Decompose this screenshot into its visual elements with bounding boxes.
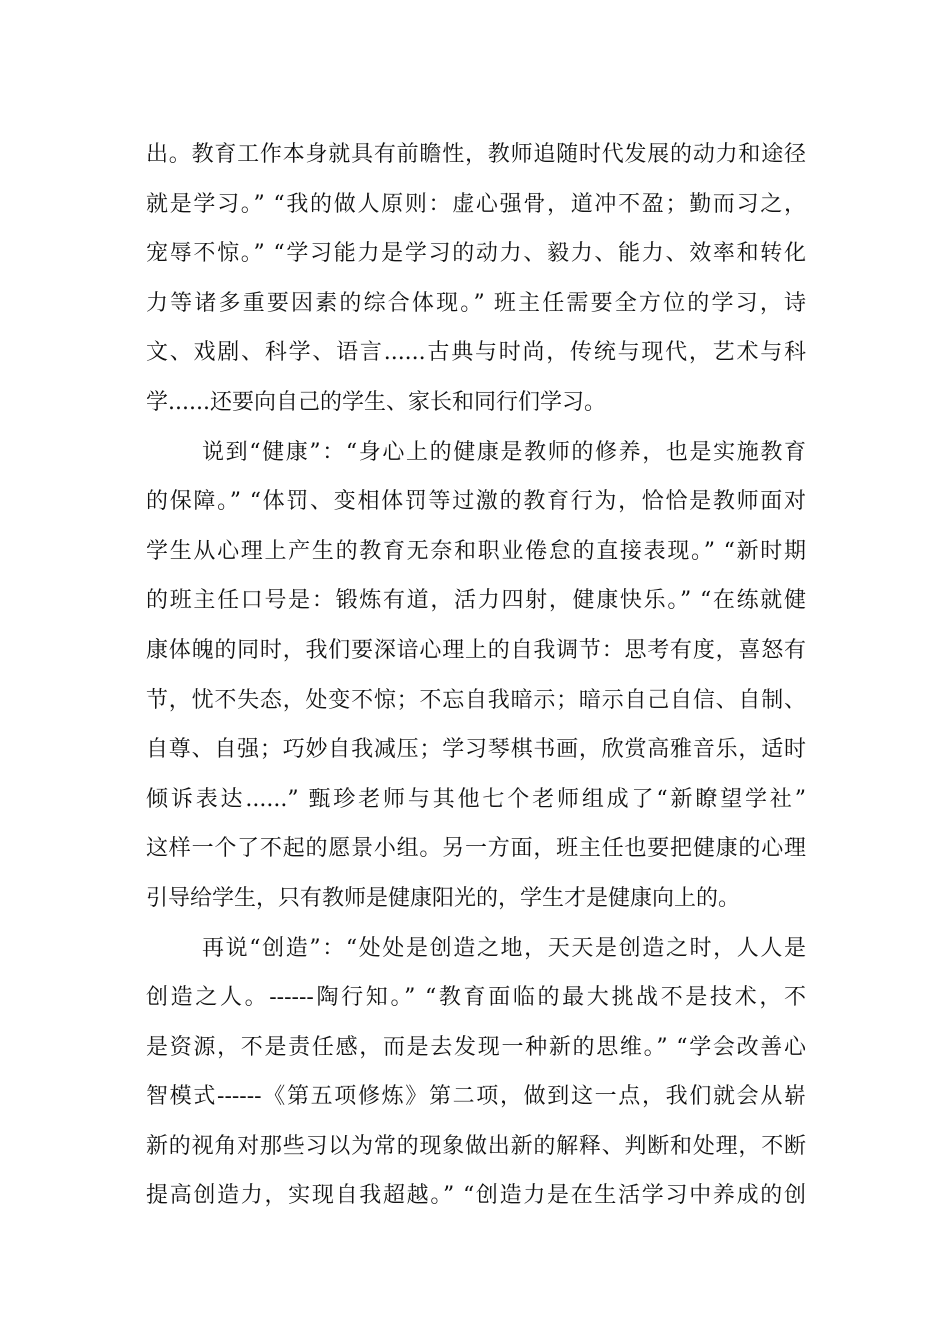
text-line-21: 新的视角对那些习以为常的现象做出新的解释、判断和处理，不断 (146, 1133, 806, 1159)
text-line-8: 的保障。” “体罚、变相体罚等过激的教育行为，恰恰是教师面对 (146, 489, 806, 515)
text-line-9: 学生从心理上产生的教育无奈和职业倦怠的直接表现。” “新时期 (146, 538, 806, 564)
text-line-1: 出。教育工作本身就具有前瞻性，教师追随时代发展的动力和途径 (146, 142, 806, 167)
text-line-7: 说到“健康”：“身心上的健康是教师的修养，也是实施教育 (202, 439, 806, 465)
text-line-10: 的班主任口号是：锻炼有道，活力四射，健康快乐。” “在练就健 (146, 588, 806, 614)
text-line-15: 这样一个了不起的愿景小组。另一方面，班主任也要把健康的心理 (146, 836, 806, 862)
text-line-20: 智模式------《第五项修炼》第二项，做到这一点，我们就会从崭 (146, 1084, 806, 1110)
text-line-18: 创造之人。------陶行知。” “教育面临的最大挑战不是技术，不 (146, 985, 806, 1011)
text-line-3: 宠辱不惊。” “学习能力是学习的动力、毅力、能力、效率和转化 (146, 241, 806, 267)
text-line-12: 节，忧不失态，处变不惊；不忘自我暗示；暗示自己自信、自制、 (146, 687, 806, 713)
text-line-11: 康体魄的同时，我们要深谙心理上的自我调节：思考有度，喜怒有 (146, 637, 806, 663)
text-line-19: 是资源，不是责任感，而是去发现一种新的思维。” “学会改善心 (146, 1034, 806, 1060)
text-line-22: 提高创造力，实现自我超越。” “创造力是在生活学习中养成的创 (146, 1183, 806, 1209)
text-line-4: 力等诸多重要因素的综合体现。” 班主任需要全方位的学习，诗 (146, 290, 806, 316)
text-line-14: 倾诉表达......” 甄珍老师与其他七个老师组成了“新瞭望学社” (146, 786, 806, 812)
text-line-17: 再说“创造”：“处处是创造之地，天天是创造之时，人人是 (202, 935, 806, 961)
text-line-13: 自尊、自强；巧妙自我减压；学习琴棋书画，欣赏高雅音乐，适时 (146, 737, 806, 763)
text-line-16: 引导给学生，只有教师是健康阳光的，学生才是健康向上的。 (146, 885, 741, 911)
text-line-2: 就是学习。” “我的做人原则：虚心强骨，道冲不盈；勤而习之， (146, 191, 806, 217)
text-line-6: 学......还要向自己的学生、家长和同行们学习。 (146, 389, 606, 415)
body-text (146, 130, 806, 1221)
text-line-5: 文、戏剧、科学、语言......古典与时尚，传统与现代，艺术与科 (146, 340, 806, 366)
